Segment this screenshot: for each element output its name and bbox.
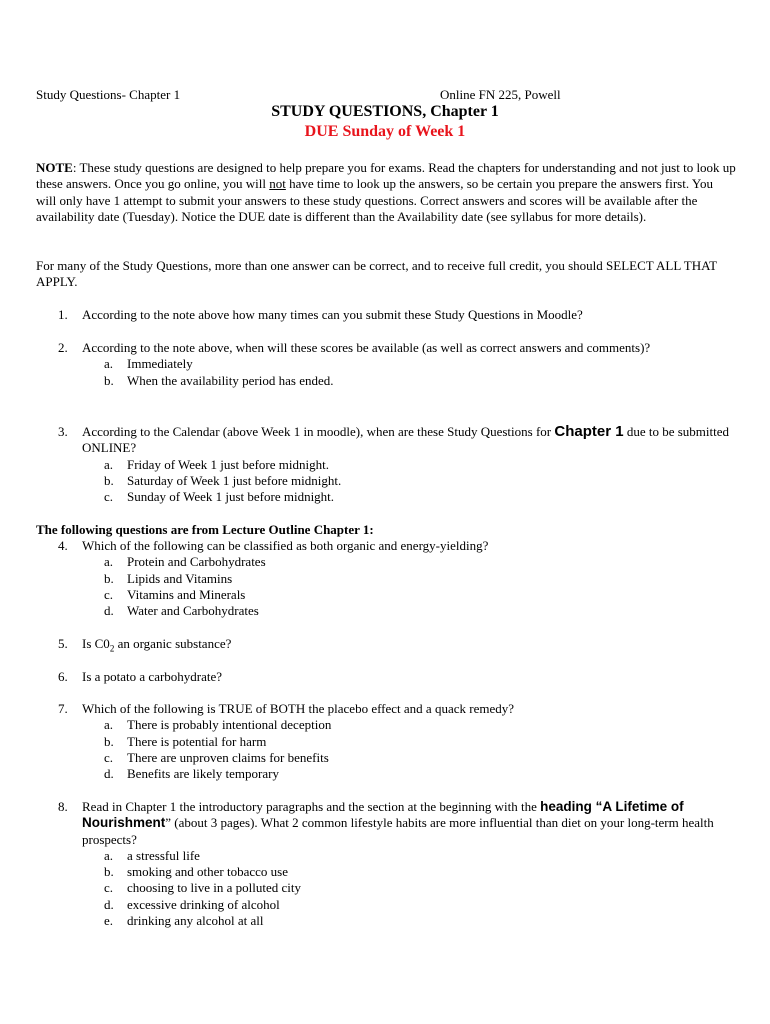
- question-text: Which of the following is TRUE of BOTH the placebo effect and a quack remedy?: [82, 701, 514, 716]
- option-text: Lipids and Vitamins: [127, 570, 233, 586]
- option-text: Vitamins and Minerals: [127, 586, 246, 602]
- question-text-part: due to be submitted ONLINE?: [82, 424, 729, 456]
- option-item: [104, 717, 738, 733]
- option-item: [104, 734, 738, 750]
- option-text: Protein and Carbohydrates: [127, 554, 266, 570]
- note-not: not: [269, 176, 286, 192]
- select-all-paragraph: For many of the Study Questions, more than one answer can be correct, and to receive full credit, you should SELECT ALL THAT APPLY.: [36, 258, 717, 290]
- section-heading: The following questions are from Lecture Outline Chapter 1:: [36, 522, 374, 537]
- note-text-1: : These study questions are designed to help prepare you for exams. Read the chapters for understanding and not just to look up these answers. Once you go online, you will: [36, 160, 736, 192]
- option-text: a stressful life: [127, 847, 200, 863]
- header-right: Online FN 225, Powell: [440, 87, 561, 102]
- option-letter: d.: [104, 766, 114, 782]
- option-letter: b.: [104, 472, 114, 488]
- option-letter: c.: [104, 586, 114, 602]
- option-letter: a.: [104, 456, 114, 472]
- question-7: [58, 701, 738, 782]
- option-list: [104, 717, 738, 782]
- note-label: NOTE: [36, 160, 73, 175]
- option-item: [104, 554, 738, 570]
- question-text-part: According to the Calendar (above Week 1 in moodle), when are these Study Questions for: [82, 424, 555, 439]
- heading-emphasis: heading “A Lifetime of Nourishment: [82, 799, 684, 831]
- question-number: 8.: [58, 799, 68, 814]
- question-number: 1.: [58, 307, 68, 322]
- page-title: STUDY QUESTIONS, Chapter 1: [271, 103, 499, 120]
- option-text: Friday of Week 1 just before midnight.: [127, 456, 329, 472]
- question-number: 3.: [58, 424, 68, 439]
- question-5: [58, 636, 738, 652]
- question-number: 7.: [58, 701, 68, 716]
- option-item: [104, 356, 738, 372]
- question-text: [82, 424, 738, 457]
- option-letter: a.: [104, 717, 114, 733]
- question-text-part: an organic substance?: [114, 636, 232, 651]
- option-letter: a.: [104, 847, 114, 863]
- question-2: [58, 340, 738, 389]
- option-item: [104, 373, 738, 389]
- due-date: DUE Sunday of Week 1: [304, 123, 466, 140]
- question-4: [58, 538, 738, 619]
- option-item: [104, 897, 738, 913]
- note-paragraph: [36, 160, 736, 225]
- option-text: Water and Carbohydrates: [127, 603, 259, 619]
- option-item: [104, 587, 738, 603]
- question-text: Is a potato a carbohydrate?: [82, 669, 223, 684]
- question-text: [82, 799, 738, 848]
- option-item: [104, 864, 738, 880]
- question-3: [58, 424, 738, 505]
- question-text: Which of the following can be classified as both organic and energy-yielding?: [82, 538, 489, 553]
- question-number: 5.: [58, 636, 68, 651]
- option-item: [104, 473, 738, 489]
- option-text: drinking any alcohol at all: [127, 913, 264, 929]
- question-number: 4.: [58, 538, 68, 553]
- option-letter: c.: [104, 880, 114, 896]
- question-1: [58, 307, 738, 323]
- option-text: When the availability period has ended.: [127, 372, 334, 388]
- question-text: [82, 636, 738, 652]
- option-letter: c.: [104, 489, 114, 505]
- question-text-part: Is C0: [82, 636, 110, 651]
- question-text-part: ” (about 3 pages). What 2 common lifestyle habits are more influential than diet on your long-term health prospects?: [82, 815, 714, 847]
- option-letter: a.: [104, 554, 114, 570]
- option-text: Sunday of Week 1 just before midnight.: [127, 489, 335, 505]
- option-text: Saturday of Week 1 just before midnight.: [127, 472, 342, 488]
- option-list: [104, 554, 738, 619]
- note-text-2: have time to look up the answers, so be certain you prepare the answers first. You will only have 1 attempt to submit your answers to these study questions. Correct answers and scores will be available after the availability date (Tuesday). Notice the DUE date is different than the Availability date (see syllabus for more details).: [36, 176, 713, 224]
- question-number: 2.: [58, 340, 68, 355]
- option-text: There is potential for harm: [127, 733, 267, 749]
- option-item: [104, 489, 738, 505]
- question-text: According to the note above how many times can you submit these Study Questions in Moodle?: [82, 307, 583, 322]
- option-letter: d.: [104, 896, 114, 912]
- question-number: 6.: [58, 669, 68, 684]
- option-text: choosing to live in a polluted city: [127, 880, 302, 896]
- option-item: [104, 766, 738, 782]
- question-text-part: Read in Chapter 1 the introductory paragraphs and the section at the beginning with the: [82, 799, 541, 814]
- question-6: [58, 669, 738, 685]
- running-header: [36, 87, 734, 104]
- option-letter: c.: [104, 749, 114, 765]
- option-item: [104, 913, 738, 929]
- option-text: Immediately: [127, 356, 193, 372]
- option-list: [104, 848, 738, 929]
- option-text: excessive drinking of alcohol: [127, 896, 280, 912]
- option-text: There is probably intentional deception: [127, 717, 332, 733]
- option-letter: b.: [104, 570, 114, 586]
- option-item: [104, 750, 738, 766]
- question-8: [58, 799, 738, 929]
- option-list: [104, 457, 738, 506]
- option-item: [104, 603, 738, 619]
- option-letter: e.: [104, 913, 114, 929]
- option-letter: a.: [104, 356, 114, 372]
- header-left: Study Questions- Chapter 1: [36, 87, 181, 102]
- option-item: [104, 848, 738, 864]
- option-item: [104, 880, 738, 896]
- question-text: According to the note above, when will these scores be available (as well as correct answers and comments)?: [82, 340, 651, 355]
- option-letter: b.: [104, 864, 114, 880]
- option-list: [104, 356, 738, 389]
- option-item: [104, 571, 738, 587]
- option-text: Benefits are likely temporary: [127, 766, 279, 782]
- option-letter: b.: [104, 733, 114, 749]
- option-letter: b.: [104, 372, 114, 388]
- option-text: smoking and other tobacco use: [127, 864, 289, 880]
- chapter-emphasis: Chapter 1: [554, 423, 624, 440]
- option-letter: d.: [104, 603, 114, 619]
- option-item: [104, 457, 738, 473]
- option-text: There are unproven claims for benefits: [127, 749, 329, 765]
- subscript: 2: [109, 643, 115, 654]
